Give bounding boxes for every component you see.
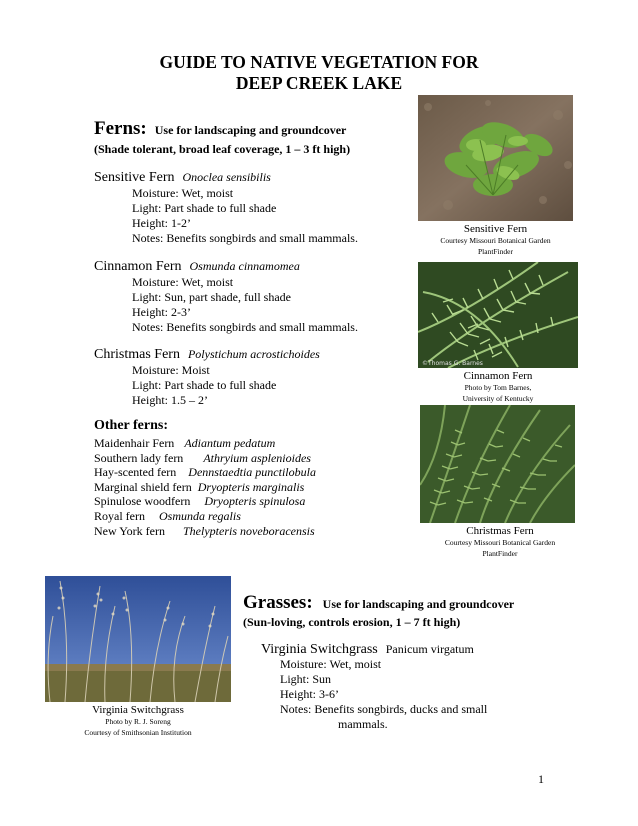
plant-cinnamon-fern	[94, 259, 300, 275]
christmas-fern-photo	[420, 405, 575, 523]
detail-height: Height: 1-2’	[132, 216, 191, 230]
detail-height: Height: 3-6’	[280, 687, 339, 701]
page-number: 1	[538, 772, 544, 786]
page-title-line-2: DEEP CREEK LAKE	[235, 73, 403, 93]
list-item	[94, 509, 316, 524]
ferns-use: Use for landscaping and groundcover	[154, 123, 347, 137]
sensitive-fern-image	[418, 95, 573, 221]
detail-notes: Notes: Benefits songbirds and small mammals.	[132, 231, 358, 245]
caption-title: Cinnamon Fern	[463, 370, 533, 382]
grasses-use: Use for landscaping and groundcover	[322, 597, 515, 611]
switchgrass-image	[45, 576, 231, 702]
detail-light: Light: Part shade to full shade	[132, 201, 277, 215]
detail-light: Light: Sun	[280, 672, 332, 686]
fern-name: Marginal shield fern	[94, 479, 192, 494]
plant-scientific-name: Osmunda cinnamomea	[189, 259, 300, 273]
plant-christmas-fern	[94, 347, 320, 363]
fern-name: New York fern	[94, 523, 165, 538]
detail-moisture: Moisture: Wet, moist	[132, 186, 234, 200]
cinnamon-fern-image	[418, 262, 578, 368]
plant-scientific-name: Polystichum acrostichoides	[187, 347, 320, 361]
fern-scientific-name: Osmunda regalis	[158, 508, 241, 523]
plant-sensitive-fern	[94, 170, 271, 186]
caption-credit: Courtesy of Smithsonian Institution	[84, 728, 192, 737]
fern-scientific-name: Dryopteris marginalis	[197, 479, 305, 494]
caption-credit: Courtesy Missouri Botanical Garden	[444, 538, 556, 547]
detail-notes: Notes: Benefits songbirds, ducks and small	[280, 702, 488, 716]
caption-title: Sensitive Fern	[463, 223, 528, 235]
fern-name: Southern lady fern	[94, 450, 184, 465]
plant-name: Cinnamon Fern	[94, 259, 182, 274]
plant-details	[132, 186, 358, 246]
cinnamon-fern-caption	[418, 371, 578, 404]
plant-scientific-name: Panicum virgatum	[385, 642, 474, 656]
caption-credit: PlantFinder	[478, 247, 513, 256]
fern-name: Spinulose woodfern	[94, 494, 191, 509]
plant-name: Sensitive Fern	[94, 170, 175, 185]
ferns-subtitle: (Shade tolerant, broad leaf coverage, 1 – 3 ft high)	[94, 142, 351, 156]
fern-scientific-name: Dryopteris spinulosa	[204, 494, 306, 509]
sensitive-fern-caption	[418, 224, 573, 257]
caption-credit: Photo by R. J. Soreng	[105, 717, 171, 726]
detail-moisture: Moisture: Wet, moist	[132, 275, 234, 289]
fern-scientific-name: Athryium asplenioides	[203, 450, 311, 465]
switchgrass-caption	[45, 705, 231, 738]
cinnamon-fern-photo	[418, 262, 578, 368]
other-ferns-list	[94, 436, 316, 538]
fern-name: Royal fern	[94, 508, 145, 523]
list-item	[94, 494, 316, 509]
list-item	[94, 465, 316, 480]
plant-details	[132, 275, 358, 335]
plant-details	[280, 657, 487, 732]
fern-name: Hay-scented fern	[94, 465, 177, 480]
list-item	[94, 524, 316, 539]
switchgrass-photo	[45, 576, 231, 702]
grasses-subtitle: (Sun-loving, controls erosion, 1 – 7 ft high)	[243, 615, 461, 629]
plant-scientific-name: Onoclea sensibilis	[182, 170, 271, 184]
fern-scientific-name: Thelypteris noveboracensis	[183, 523, 315, 538]
caption-title: Christmas Fern	[466, 525, 534, 537]
grasses-heading-row	[243, 592, 514, 614]
plant-name: Christmas Fern	[94, 347, 180, 362]
detail-height: Height: 1.5 – 2’	[132, 393, 208, 407]
detail-moisture: Moisture: Wet, moist	[280, 657, 382, 671]
plant-virginia-switchgrass	[261, 642, 474, 658]
photo-watermark: ©Thomas G. Barnes	[422, 360, 483, 367]
caption-credit: PlantFinder	[482, 549, 518, 558]
caption-title: Virginia Switchgrass	[92, 704, 184, 716]
ferns-heading: Ferns:	[94, 118, 147, 139]
other-ferns-heading: Other ferns:	[94, 418, 168, 433]
fern-scientific-name: Adiantum pedatum	[184, 436, 276, 450]
detail-light: Light: Sun, part shade, full shade	[132, 290, 291, 304]
detail-light: Light: Part shade to full shade	[132, 378, 277, 392]
page-title-line-1: GUIDE TO NATIVE VEGETATION FOR	[159, 52, 479, 72]
caption-credit: Photo by Tom Barnes,	[464, 383, 532, 392]
ferns-heading-row	[94, 118, 346, 140]
plant-details	[132, 363, 276, 408]
christmas-fern-caption	[420, 526, 580, 559]
list-item	[94, 451, 316, 466]
detail-notes: Notes: Benefits songbirds and small mammals.	[132, 320, 358, 334]
detail-moisture: Moisture: Moist	[132, 363, 210, 377]
plant-name: Virginia Switchgrass	[261, 642, 378, 657]
fern-scientific-name: Dennstaedtia punctilobula	[188, 465, 316, 480]
sensitive-fern-photo	[418, 95, 573, 221]
caption-credit: Courtesy Missouri Botanical Garden	[440, 236, 551, 245]
detail-height: Height: 2-3’	[132, 305, 191, 319]
grasses-heading: Grasses:	[243, 592, 313, 613]
detail-notes-continued: mammals.	[338, 717, 388, 731]
list-item	[94, 480, 316, 495]
caption-credit: University of Kentucky	[462, 394, 534, 403]
fern-name: Maidenhair Fern	[94, 436, 175, 450]
christmas-fern-image	[420, 405, 575, 523]
list-item	[94, 436, 316, 451]
